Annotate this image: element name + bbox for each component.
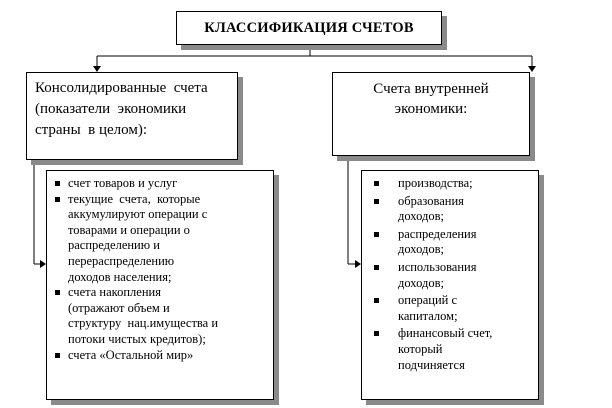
list-item-text: счета накопления <box>68 285 161 300</box>
list-item <box>368 227 534 258</box>
title-box <box>176 11 442 45</box>
list-item-text: который <box>398 341 443 356</box>
left-head-line: (показатели экономики <box>35 101 187 117</box>
list-item-text: счета «Остальной мир» <box>68 347 194 362</box>
list-item-text: потоки чистых кредитов); <box>68 331 206 346</box>
list-item <box>55 348 269 364</box>
list-item <box>368 176 534 192</box>
list-item <box>368 194 534 225</box>
list-item-text: счет товаров и услуг <box>68 176 178 190</box>
list-item-text: использования <box>398 259 477 274</box>
list-item-text: образования <box>398 193 464 208</box>
list-item-text: доходов населения; <box>68 269 172 284</box>
list-item-text: подчиняется <box>398 357 465 372</box>
bullet-icon <box>55 290 60 295</box>
internal-economy-accounts-list <box>361 170 539 400</box>
list-item-text: операций с <box>398 293 458 308</box>
list-item-text: капиталом; <box>398 308 458 323</box>
bullet-icon <box>374 199 379 204</box>
right-head-line: экономики: <box>394 101 468 117</box>
bullet-icon <box>55 353 60 358</box>
list-item <box>55 285 269 347</box>
list-item-text: структуру нац.имущества и <box>68 316 219 331</box>
bullet-icon <box>55 181 60 186</box>
list-item-text: текущие счета, которые <box>68 191 201 206</box>
list-item-text: финансовый счет, <box>398 326 493 341</box>
diagram-title: КЛАССИФИКАЦИЯ СЧЕТОВ <box>204 19 414 36</box>
bullet-icon <box>55 197 60 202</box>
list-item-text: перераспределению <box>68 253 175 268</box>
list-item-text: доходов; <box>398 242 444 257</box>
bullet-icon <box>374 181 379 186</box>
list-item <box>55 176 269 192</box>
right-head-line: Счета внутренней <box>373 81 489 97</box>
list-item-text: (отражают объем и <box>68 300 170 315</box>
left-head-line: страны в целом): <box>35 122 148 138</box>
bullet-icon <box>374 265 379 270</box>
list-item-text: доходов; <box>398 209 444 224</box>
list-item-text: распределения <box>398 226 477 241</box>
consolidated-accounts-box <box>26 72 238 160</box>
list-item-text: распределению и <box>68 238 160 253</box>
list-item <box>55 192 269 286</box>
list-item <box>368 260 534 291</box>
list-item-text: товарами и операции о <box>68 222 190 237</box>
list-item-text: доходов; <box>398 275 444 290</box>
list-item-text: аккумулируют операции с <box>68 207 208 222</box>
bullet-icon <box>374 232 379 237</box>
consolidated-accounts-list <box>46 170 274 400</box>
bullet-icon <box>374 331 379 336</box>
list-item <box>368 326 534 373</box>
list-item <box>368 293 534 324</box>
list-item-text: производства; <box>398 176 473 190</box>
left-head-line: Консолидированные счета <box>35 80 208 96</box>
bullet-icon <box>374 298 379 303</box>
internal-economy-accounts-box <box>332 72 530 156</box>
